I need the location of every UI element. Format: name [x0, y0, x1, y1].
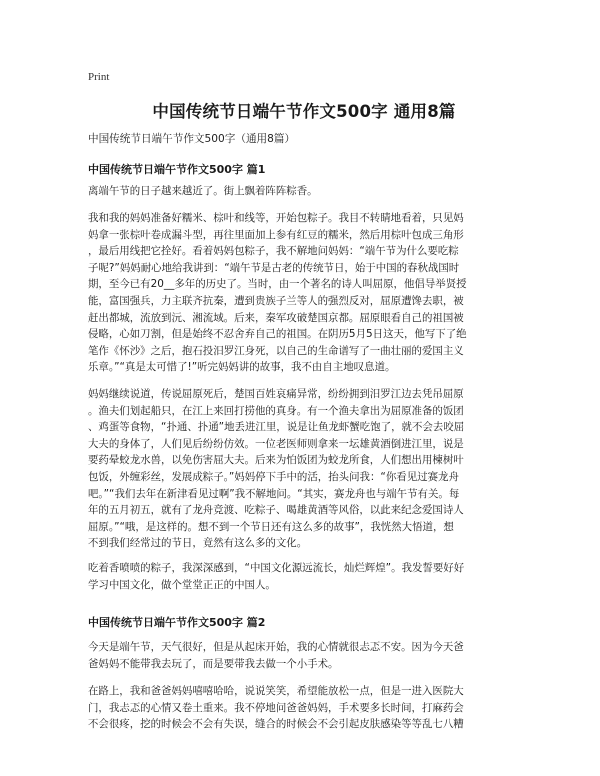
- text-line: 期，至今已有20__多年的历史了。当时，由一个著名的诗人叫屈原，他倡导举贤授: [88, 278, 467, 291]
- text-line: 能，富国强兵，力主联齐抗秦，遭到贵族子兰等人的强烈反对，屈原遭馋去职，被: [88, 294, 464, 307]
- text-line: 离端午节的日子越来越近了。街上飘着阵阵粽香。: [88, 185, 318, 197]
- text-line: 大夫的身体了，人们见后纷纷仿效。一位老医师则拿来一坛雄黄酒倒进江里，说是: [88, 437, 464, 450]
- text-line: 爸妈妈不能带我去玩了，而是要带我去做一个小手术。: [88, 657, 339, 670]
- text-line: 在路上，我和爸爸妈妈嘻嘻哈哈，说说笑笑，希望能放松一点，但是一进入医院大: [88, 685, 464, 697]
- text-line: 门，我忐忑的心情又卷土重来。我不停地问爸爸妈妈，手术要多长时间，打麻药会: [88, 701, 464, 714]
- text-line: 乐章。”“真是太可惜了!”听完妈妈讲的故事，我不由自主地叹息道。: [88, 361, 396, 374]
- print-label[interactable]: Print: [88, 71, 110, 83]
- text-line: 屈原。”“哦，是这样的。想不到一个节日还有这么多的故事”，我恍然大悟道，想: [88, 520, 454, 533]
- text-line: 侵略，心如刀割，但是始终不忍舍弃自己的祖国。在阴历5月5日这天，他写下了绝: [88, 328, 467, 341]
- text-line: 赶出都城，流放到沅、湘流域。后来，秦军攻破楚国京都。屈原眼看自己的祖国被: [88, 311, 464, 324]
- section1-heading: 中国传统节日端午节作文500字 篇1: [88, 163, 266, 176]
- text-line: 学习中国文化，做个堂堂正正的中国人。: [88, 578, 276, 591]
- text-line: 年的五月初五，就有了龙舟竞渡、吃粽子、喝雄黄酒等风俗，以此来纪念爱国诗人: [88, 504, 464, 517]
- text-line: 要药晕蛟龙水兽，以免伤害屈大夫。后来为怕饭团为蛟龙所食，人们想出用楝树叶: [88, 454, 464, 467]
- section1-paragraph-3: [88, 386, 520, 552]
- text-line: 、鸡蛋等食物，“扑通、扑通”地丢进江里，说是让鱼龙虾蟹吃饱了，就不会去咬屈: [88, 421, 465, 434]
- section2-paragraph-1: [88, 639, 520, 672]
- text-line: ，最后用线把它拴好。看着妈妈包粽子，我不解地问妈妈：“端午节为什么要吃粽: [88, 245, 459, 258]
- section2-paragraph-2: [88, 683, 520, 733]
- text-line: 子呢?”妈妈耐心地给我讲到：“端午节是古老的传统节日，始于中国的春秋战国时: [88, 261, 460, 274]
- text-line: 不到我们经常过的节日，竟然有这么多的文化。: [88, 537, 308, 550]
- section1-paragraph-1: [88, 183, 520, 200]
- text-line: 妈妈继续说道，传说屈原死后，楚国百姓哀痛异常，纷纷拥到汨罗江边去凭吊屈原: [88, 388, 464, 400]
- text-line: 吃着香喷喷的粽子，我深深感到，“中国文化源远流长，灿烂辉煌”。我发誓要好好: [88, 562, 465, 574]
- section1-paragraph-2: [88, 210, 520, 376]
- text-line: 吧。”“我们去年在新津看见过啊”我不解地问。“其实，赛龙舟也与端午节有关。每: [88, 487, 460, 500]
- text-line: 笔作《怀沙》之后，抱石投汨罗江身死，以自己的生命谱写了一曲壮丽的爱国主义: [88, 344, 464, 357]
- text-line: 。渔夫们划起船只，在江上来回打捞他的真身。有一个渔夫拿出为屈原准备的饭团: [88, 404, 464, 417]
- section2-heading: 中国传统节日端午节作文500字 篇2: [88, 616, 266, 629]
- document-subtitle: 中国传统节日端午节作文500字（通用8篇）: [88, 133, 296, 145]
- text-line: 包饭，外缠彩丝，发展成粽子。”妈妈停下手中的活，抬头问我：“你看见过赛龙舟: [88, 470, 459, 483]
- text-line: 我和我的妈妈准备好糯米、棕叶和线等，开始包粽子。我目不转睛地看着，只见妈: [88, 212, 464, 224]
- text-line: 妈拿一张棕叶卷成漏斗型，再往里面加上参有红豆的糯米，然后用棕叶包成三角形: [88, 228, 464, 241]
- text-line: 不会很疼，挖的时候会不会有失误，缝合的时候会不会引起皮肤感染等等乱七八糟: [88, 718, 464, 731]
- section1-paragraph-4: [88, 560, 520, 593]
- document-title: 中国传统节日端午节作文500字 通用8篇: [152, 102, 456, 121]
- text-line: 今天是端午节，天气很好，但是从起床开始，我的心情就很忐忑不安。因为今天爸: [88, 641, 464, 653]
